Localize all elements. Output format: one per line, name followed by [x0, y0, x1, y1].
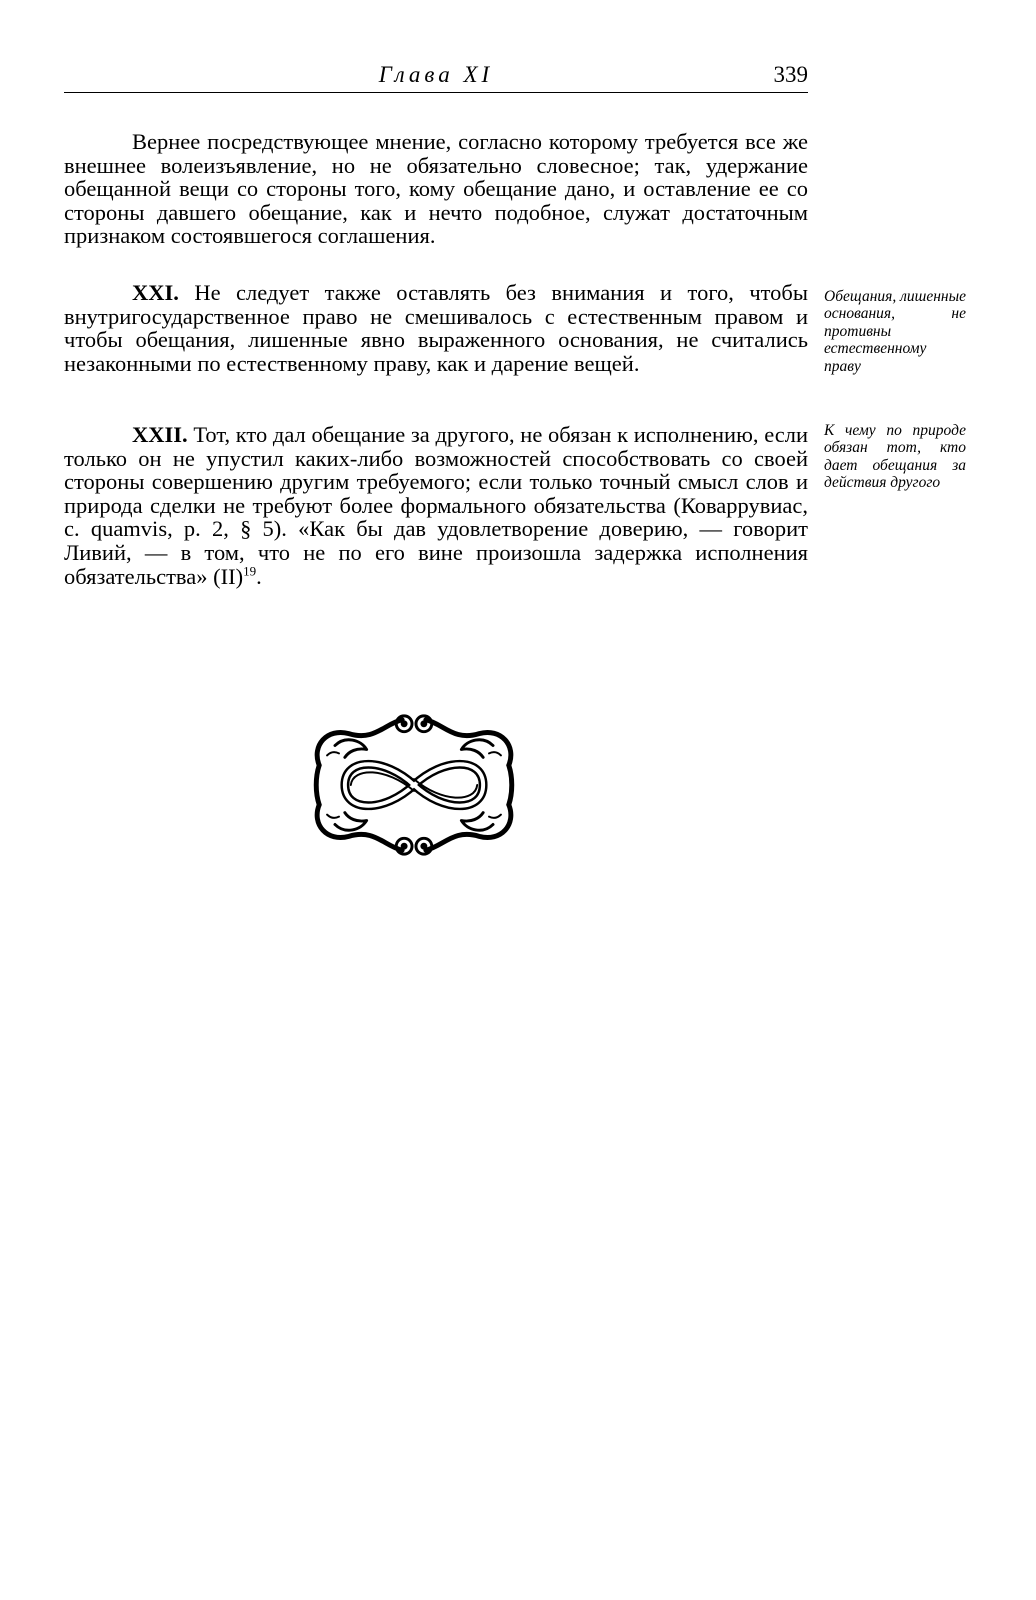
margin-note-xxii: К чему по природе обязан тот, кто дает обещания за действия другого — [824, 422, 966, 492]
section-number: XXII. — [132, 422, 188, 447]
paragraph-xxi — [64, 281, 808, 375]
paragraph-text: Вернее посредствующее мнение, согласно которому требуется все же внешнее волеизъявление, но не обязательно словесное; так, удержание обещанной вещи со стороны того, кому обещание дано, и оставление ее со стороны давшего обещание, как и нечто подобное, служат достаточным признаком состоявшегося соглашения. — [64, 129, 808, 249]
knot-scroll-ornament-icon — [305, 706, 523, 864]
margin-note-xxi: Обещания, лишенные основания, не противны естественному праву — [824, 288, 966, 375]
paragraph-text: Тот, кто дал обещание за другого, не обязан к исполнению, если только он не упустил каких-либо возможностей способствовать со своей стороны совершению другим требуемого; если только точный смысл слов и природа сделки не требуют более формального обязательства (Коваррувиас, c. quamvis, p. 2, § 5). «Как бы дав удовлетворение доверию, — говорит Ливий, — в том, что не по его вине произошла задержка исполнения обязательства» (II) — [64, 422, 808, 589]
section-number: XXI. — [132, 280, 179, 305]
paragraph-end: . — [256, 563, 262, 589]
page-number: 339 — [773, 62, 808, 87]
paragraph-intro — [64, 130, 808, 248]
paragraph-xxii — [64, 423, 808, 588]
page-header — [64, 60, 808, 93]
footnote-marker: 19 — [243, 563, 257, 579]
chapter-title: Глава XI — [378, 62, 494, 87]
paragraph-text: Не следует также оставлять без внимания и того, чтобы внутригосударственное право не смешивалось с естественным правом и чтобы обещания, лишенные явно выраженного основания, не считались незаконными по естественному праву, как и дарение вещей. — [64, 280, 808, 376]
